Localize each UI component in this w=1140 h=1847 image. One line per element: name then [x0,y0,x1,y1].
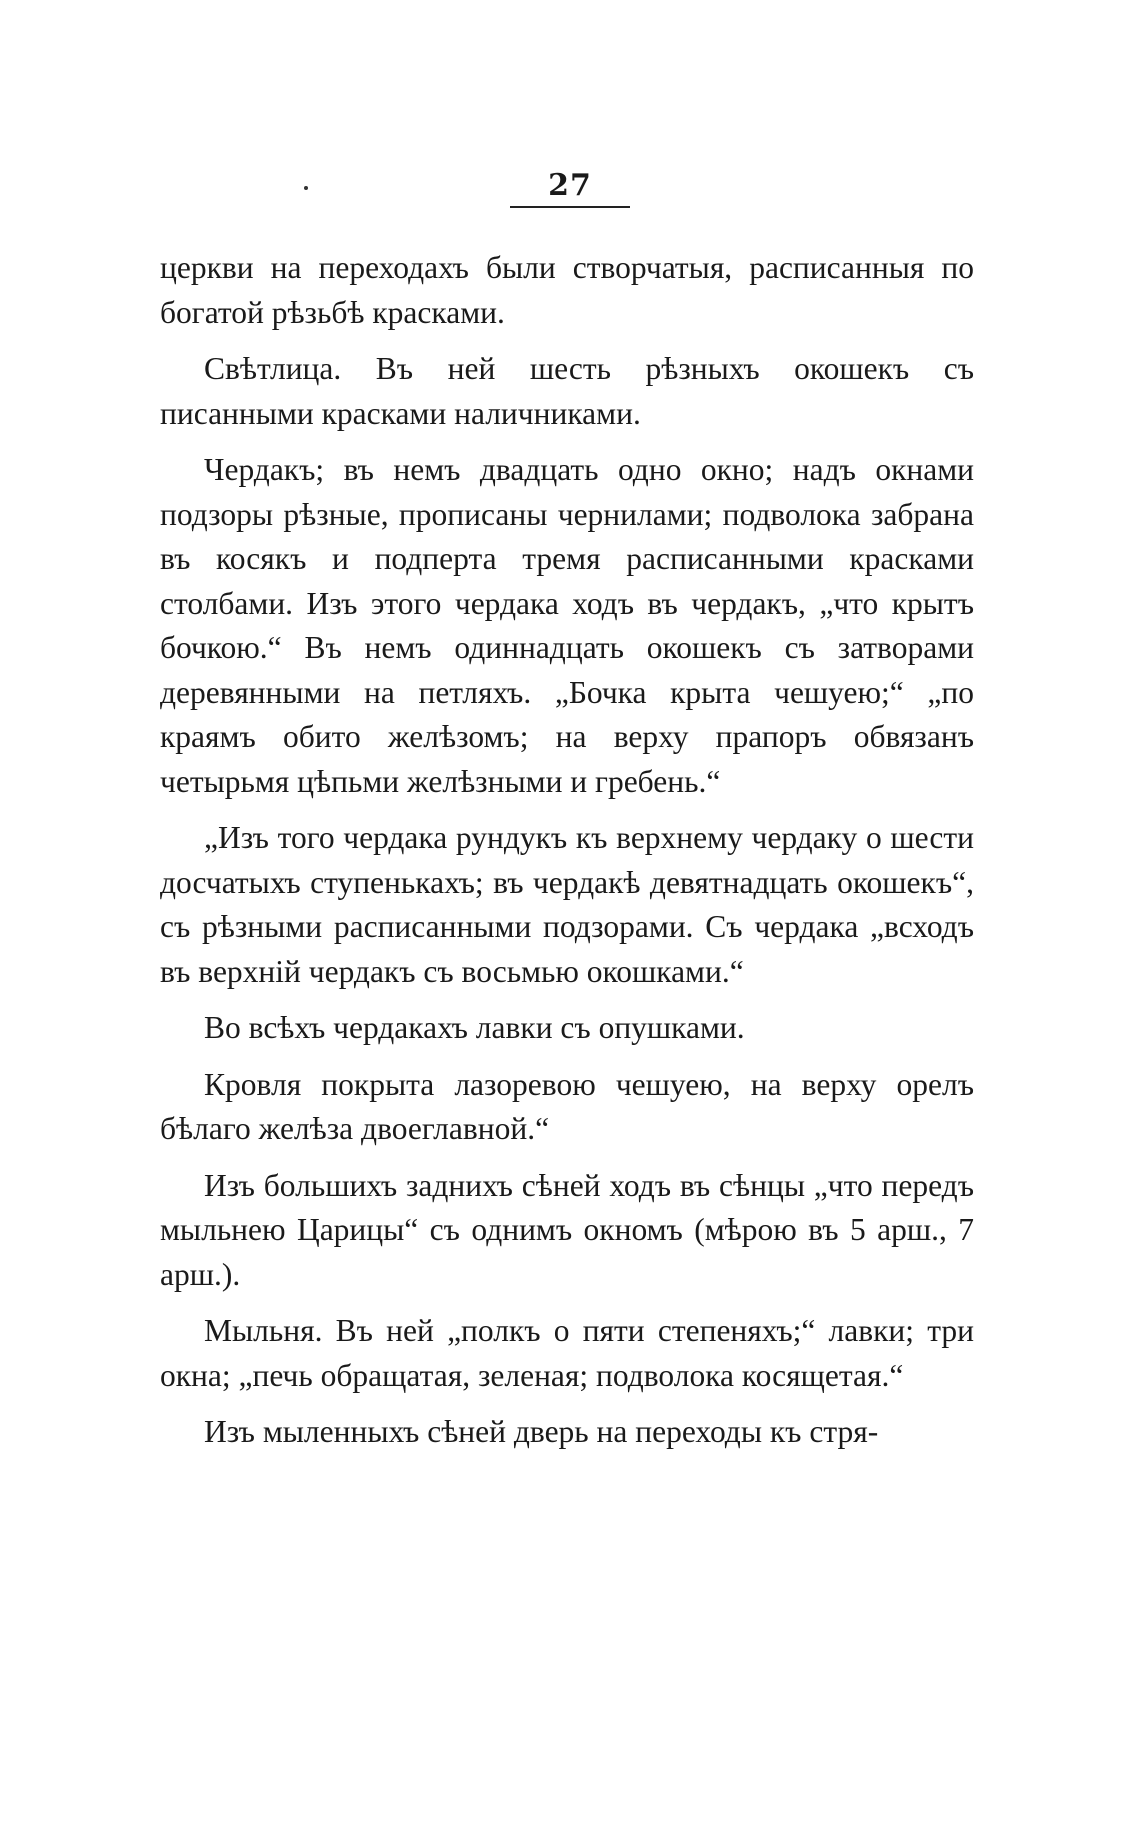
body-text [160,246,974,1467]
paragraph-continuation: церкви на переходахъ были створчатыя, расписанныя по богатой рѣзьбѣ красками. [160,250,974,330]
paragraph-lavki: Во всѣхъ чердакахъ лавки съ опушками. [204,1010,745,1045]
paragraph-sentsy: Изъ большихъ заднихъ сѣней ходъ въ сѣнцы „что передъ мыльнею Царицы“ съ однимъ окномъ (мѣрою въ 5 арш., 7 арш.). [160,1167,974,1292]
paragraph-krovlya: Кровля покрыта лазоревою чешуею, на верху орелъ бѣлаго желѣза двоеглавной.“ [160,1066,974,1146]
page-number: 27 [510,168,630,208]
paragraph-svetlitsa: Свѣтлица. Въ ней шесть рѣзныхъ окошекъ съ писанными красками наличниками. [160,351,974,431]
paragraph-perekhody: Изъ мыленныхъ сѣней дверь на переходы къ стря- [204,1414,879,1449]
paragraph-cherdak: Чердакъ; въ немъ двадцать одно окно; надъ окнами подзоры рѣзные, прописаны чернилами; подволока забрана въ косякъ и подперта тремя расписанными красками столбами. Изъ этого чердака ходъ въ чердакъ, „что крытъ бочкою.“ Въ немъ одиннадцать окошекъ съ затворами деревянными на петляхъ. „Бочка крыта чешуею;“ „по краямъ обито желѣзомъ; на верху прапоръ обвязанъ четырьмя цѣпьми желѣзными и гребень.“ [160,452,974,799]
ink-speck [304,186,308,190]
paragraph-rundук: „Изъ того чердака рундукъ къ верхнему чердаку о шести досчатыхъ ступенькахъ; въ чердакѣ девятнадцать окошекъ“, съ рѣзными расписанными подзорами. Съ чердака „всходъ въ верхній чердакъ съ восьмью окошками.“ [160,820,974,989]
paragraph-mylnya: Мыльня. Въ ней „полкъ о пяти степеняхъ;“ лавки; три окна; „печь обращатая, зеленая; подволока косящетая.“ [160,1313,974,1393]
